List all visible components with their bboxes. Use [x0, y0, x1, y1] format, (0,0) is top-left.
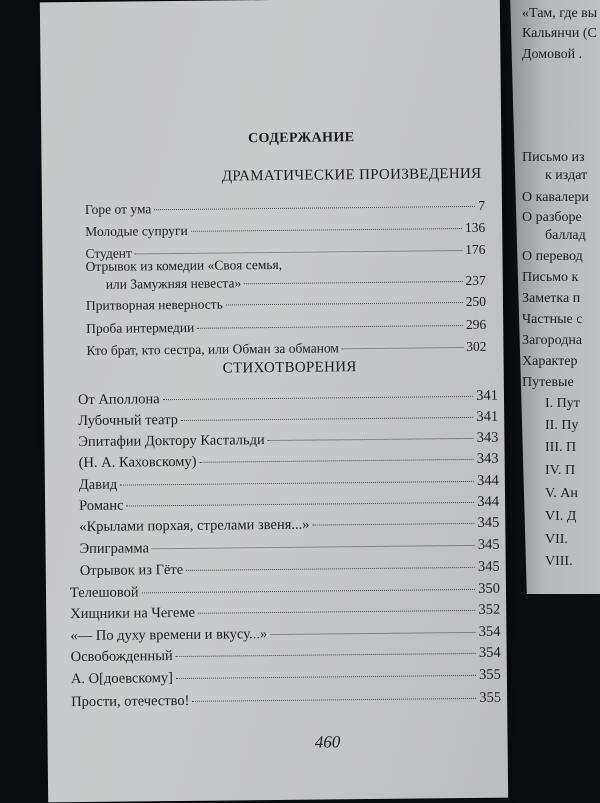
right-page-line: VIII. [545, 554, 573, 569]
entry-page: 345 [477, 558, 500, 575]
toc-entry [71, 690, 501, 712]
right-page-line: II. Пу [545, 418, 579, 433]
entry-title: Притворная неверность [85, 296, 223, 313]
dot-leader [154, 206, 475, 210]
right-page-line: Заметка п [522, 291, 581, 306]
dot-leader [226, 302, 463, 305]
section-heading-drama: ДРАМАТИЧЕСКИЕ ПРОИЗВЕДЕНИЯ [221, 165, 482, 185]
toc-entry [70, 624, 500, 646]
entry-title: Освобожденный [70, 648, 173, 666]
toc-entry [79, 494, 499, 515]
toc-entry [70, 602, 500, 624]
toc-entry [79, 473, 499, 494]
section-heading-poems: СТИХОТВОРЕНИЯ [222, 359, 357, 377]
right-page-line: VII. [545, 532, 568, 547]
dot-leader [152, 545, 475, 549]
entry-title: Прости, отечество! [71, 692, 190, 711]
toc-entry [85, 220, 485, 240]
toc-entry [71, 667, 501, 689]
entry-title: От Аполлона [77, 391, 160, 409]
entry-page: 354 [478, 644, 501, 661]
entry-page: 341 [476, 387, 499, 404]
right-page-line: I. Пут [545, 396, 580, 411]
dot-leader [142, 589, 476, 593]
toc-entry [80, 559, 500, 580]
entry-page: 7 [478, 197, 486, 213]
toc-entry [79, 537, 499, 558]
entry-page: 176 [465, 241, 486, 257]
toc-entry [79, 451, 499, 472]
right-page-line: к издат [545, 168, 588, 183]
dot-leader [186, 567, 475, 571]
entry-title: Студент [85, 245, 132, 261]
toc-entry [85, 198, 485, 218]
right-page-line: Загородна [522, 333, 583, 348]
entry-page: 344 [477, 493, 500, 510]
entry-title: Эпитафии Доктору Кастальди [78, 432, 265, 451]
entry-title: Хищники на Чегеме [70, 604, 196, 623]
entry-page: 344 [477, 472, 499, 489]
toc-entry [106, 273, 486, 293]
dot-leader [342, 347, 463, 349]
dot-leader [191, 228, 462, 232]
toc-entry [86, 339, 486, 359]
entry-title: Эпиграмма [79, 540, 150, 558]
entry-page: 355 [479, 666, 501, 683]
dot-leader [198, 610, 475, 614]
toc-entry [86, 317, 486, 337]
right-page-line: Письмо к [522, 270, 579, 285]
entry-page: 296 [465, 316, 487, 332]
dot-leader [312, 523, 474, 526]
toc-entry [78, 388, 498, 409]
toc-entry [70, 581, 500, 603]
entry-title: Отрывок из Гёте [79, 561, 184, 580]
right-page-line: III. П [545, 440, 577, 455]
entry-page: 250 [465, 293, 487, 309]
right-page-line: баллад [545, 228, 586, 243]
right-page-line: IV. П [545, 463, 576, 478]
entry-title-line1: Отрывок из комедии «Своя семья, [85, 256, 283, 274]
right-page-line: Письмо из [522, 150, 585, 165]
entry-title: Романс [79, 497, 124, 515]
toc-entry [79, 515, 499, 536]
toc-entry [78, 409, 498, 430]
left-page [40, 0, 508, 802]
right-page-line: О кавалери [522, 190, 589, 205]
entry-title: Проба интермедии [86, 319, 195, 336]
dot-leader [270, 632, 476, 635]
right-page-line: VI. Д [545, 509, 577, 524]
entry-title: Молодые супруги [85, 222, 188, 239]
right-page-line: «Там, где вы [522, 6, 598, 21]
entry-page: 345 [477, 514, 500, 531]
right-page-line: Домовой . [522, 47, 583, 62]
entry-page: 352 [478, 601, 501, 618]
right-page-line: Путевые [522, 375, 574, 390]
entry-title: Лубочный театр [78, 412, 179, 430]
page-title: СОДЕРЖАНИЕ [247, 130, 355, 147]
toc-entry [78, 430, 498, 451]
right-page-line: Частные с [522, 312, 583, 327]
dot-leader [197, 325, 463, 329]
dot-leader [135, 250, 462, 254]
right-page-line: О перевод [522, 249, 583, 264]
dot-leader [181, 417, 473, 421]
dot-leader [176, 653, 476, 657]
page-number: 460 [314, 732, 341, 752]
entry-page: 237 [465, 272, 486, 288]
entry-title: Телешовой [69, 584, 139, 602]
toc-entry [86, 294, 486, 314]
entry-page: 350 [478, 580, 501, 597]
dot-leader [120, 481, 474, 486]
entry-page: 343 [476, 450, 499, 467]
entry-title: или Замужняя невеста» [105, 275, 242, 292]
entry-title: (Н. А. Каховскому) [78, 453, 197, 472]
dot-leader [200, 459, 474, 463]
right-page-line: Кальянчи (С [522, 26, 597, 41]
dot-leader [126, 502, 474, 507]
entry-page: 355 [479, 689, 502, 706]
entry-page: 341 [476, 408, 499, 425]
dot-leader [268, 438, 474, 441]
dot-leader [244, 281, 462, 284]
right-page-line: О разборе [522, 210, 582, 225]
entry-page: 136 [464, 219, 486, 235]
entry-title: А. О[доевскому] [70, 670, 173, 688]
dot-leader [163, 396, 474, 400]
entry-title: Горе от ума [84, 201, 152, 217]
entry-page: 354 [478, 623, 501, 640]
entry-page: 345 [477, 536, 500, 553]
dot-leader [176, 675, 476, 679]
right-page-line: Характер [522, 354, 578, 369]
entry-title: «Крылами порхая, стрелами звеня...» [79, 516, 310, 536]
entry-page: 302 [466, 338, 487, 354]
toc-entry [71, 645, 501, 667]
entry-title: Кто брат, кто сестра, или Обман за обманом [86, 340, 340, 358]
dot-leader [192, 698, 476, 702]
entry-title: Давид [78, 476, 118, 494]
entry-page: 343 [476, 429, 499, 446]
right-page-line: V. Ан [545, 486, 578, 501]
entry-title: «— По духу времени и вкусу...» [70, 626, 268, 645]
